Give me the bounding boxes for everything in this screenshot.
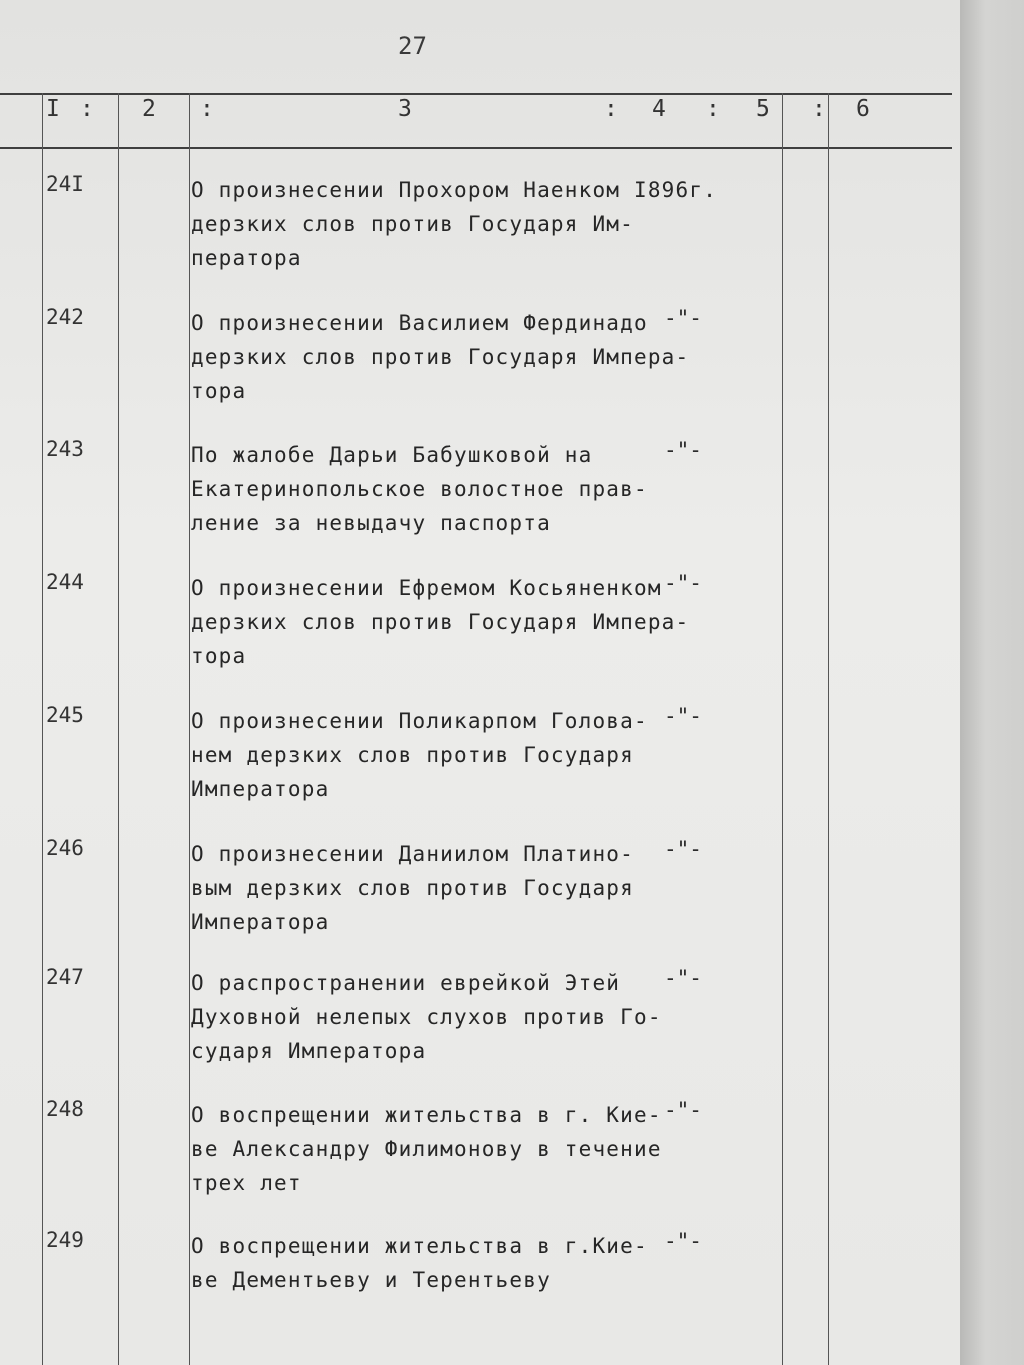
entry-title-line: О распространении еврейкой Этей xyxy=(191,971,621,995)
column-header-sep-4: : xyxy=(706,96,720,122)
entry-number: 246 xyxy=(46,836,84,860)
entry-number: 248 xyxy=(46,1097,84,1121)
column-header-5: 5 xyxy=(756,96,770,122)
column-header-sep-2: : xyxy=(200,96,214,122)
entry-title-line: дерзких слов против Государя Импера- xyxy=(191,610,690,634)
entry-title-line: О произнесении Даниилом Платино- xyxy=(191,842,634,866)
entry-number: 24I xyxy=(46,172,84,196)
entry-title-line: ве Дементьеву и Терентьеву xyxy=(191,1268,551,1292)
entry-title-line: О произнесении Поликарпом Голова- xyxy=(191,709,648,733)
ditto-mark: -"- xyxy=(664,704,702,728)
entry-title xyxy=(191,837,711,939)
entry-number: 245 xyxy=(46,703,84,727)
column-header-sep-1: : xyxy=(80,96,94,122)
column-header-2: 2 xyxy=(142,96,156,122)
entry-title xyxy=(191,966,711,1068)
entry-number: 243 xyxy=(46,437,84,461)
ditto-mark: -"- xyxy=(664,438,702,462)
column-header-sep-3: : xyxy=(604,96,618,122)
entry-title-line: тора xyxy=(191,644,247,668)
entry-title-line: Императора xyxy=(191,910,330,934)
column-header-6: 6 xyxy=(856,96,870,122)
column-header-4: 4 xyxy=(652,96,666,122)
entry-title-line: По жалобе Дарьи Бабушковой на xyxy=(191,443,593,467)
column-header-1: I xyxy=(46,96,60,122)
entry-title-line: дерзких слов против Государя Им- xyxy=(191,212,634,236)
ditto-mark: -"- xyxy=(664,1229,702,1253)
ditto-mark: -"- xyxy=(664,837,702,861)
entry-title xyxy=(191,1229,711,1297)
entry-title xyxy=(191,571,711,673)
entry-title-line: тора xyxy=(191,379,247,403)
entry-title-line: О воспрещении жительства в г.Кие- xyxy=(191,1234,648,1258)
entry-title-line: Императора xyxy=(191,777,330,801)
column-header-3: 3 xyxy=(398,96,412,122)
page-edge-shadow xyxy=(960,0,1024,1365)
entry-title-line: О произнесении Прохором Наенком I896г. xyxy=(191,178,718,202)
ditto-mark: -"- xyxy=(664,306,702,330)
entry-title xyxy=(191,173,718,275)
entry-title-line: ператора xyxy=(191,246,302,270)
entry-title-line: нем дерзких слов против Государя xyxy=(191,743,634,767)
entry-number: 242 xyxy=(46,305,84,329)
entry-title xyxy=(191,1098,711,1200)
entry-title-line: Духовной нелепых слухов против Го- xyxy=(191,1005,662,1029)
entry-title-line: трех лет xyxy=(191,1171,302,1195)
ditto-mark: -"- xyxy=(664,571,702,595)
entry-title-line: вым дерзких слов против Государя xyxy=(191,876,634,900)
entry-title-line: ление за невыдачу паспорта xyxy=(191,511,551,535)
entry-number: 249 xyxy=(46,1228,84,1252)
column-header-sep-5: : xyxy=(812,96,826,122)
entry-title-line: ве Александру Филимонову в течение xyxy=(191,1137,662,1161)
entry-title xyxy=(191,704,711,806)
entry-title-line: О воспрещении жительства в г. Кие- xyxy=(191,1103,662,1127)
entry-title-line: О произнесении Ефремом Косьяненком xyxy=(191,576,662,600)
entry-title-line: О произнесении Василием Фердинадо xyxy=(191,311,648,335)
entry-title-line: Екатеринопольское волостное прав- xyxy=(191,477,648,501)
ditto-mark: -"- xyxy=(664,1098,702,1122)
entry-number: 244 xyxy=(46,570,84,594)
page-number: 27 xyxy=(398,32,427,60)
entry-title-line: дерзких слов против Государя Импера- xyxy=(191,345,690,369)
ditto-mark: -"- xyxy=(664,966,702,990)
entry-title-line: сударя Императора xyxy=(191,1039,427,1063)
entry-title xyxy=(191,438,711,540)
entry-title xyxy=(191,306,711,408)
entry-number: 247 xyxy=(46,965,84,989)
